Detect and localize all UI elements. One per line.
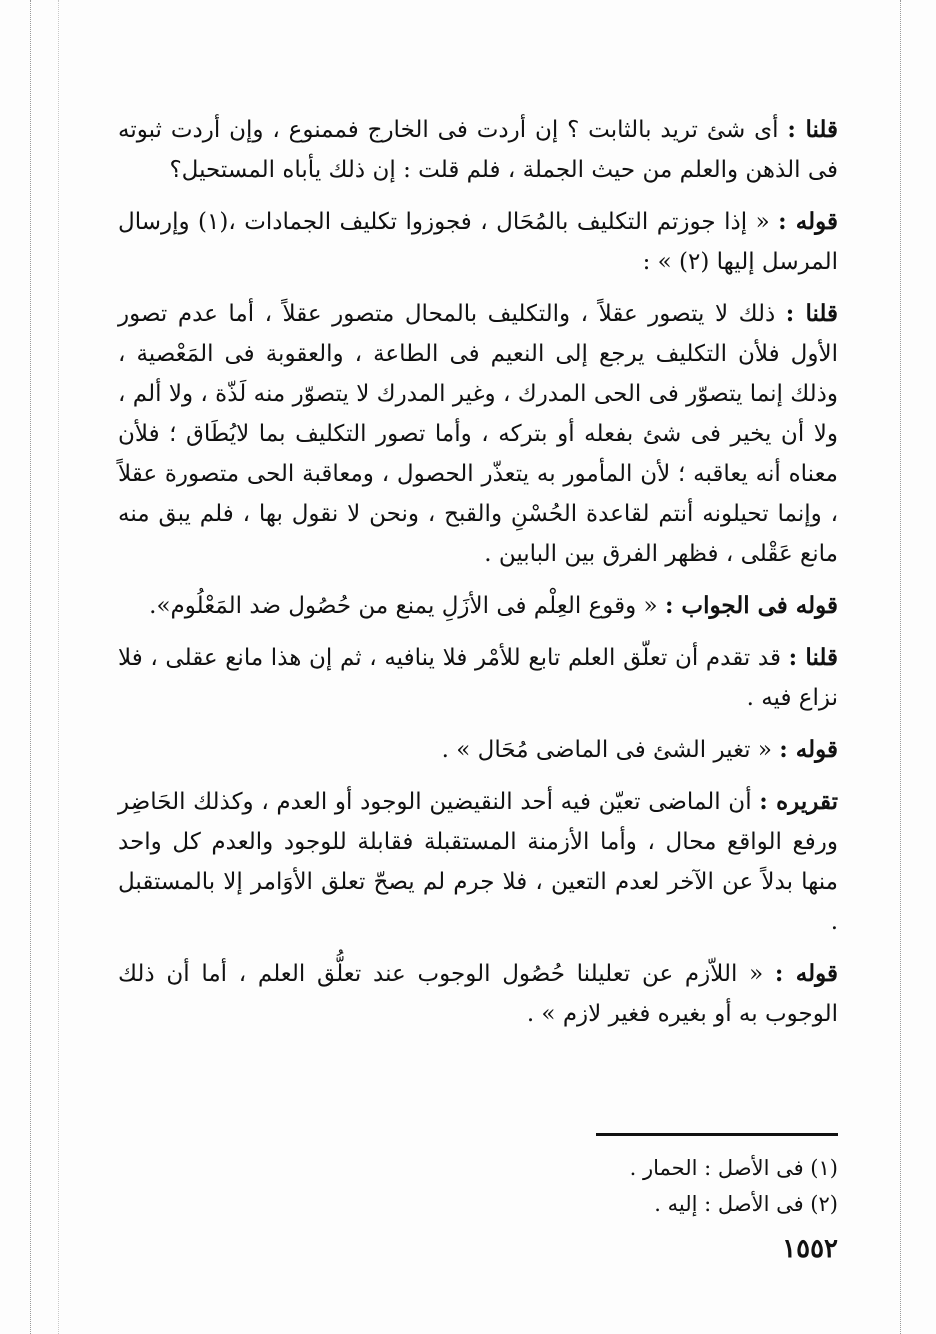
paragraph-lead: قوله : xyxy=(779,736,838,763)
paragraph-lead: قوله : xyxy=(778,208,838,235)
footnote-separator xyxy=(596,1133,838,1136)
paragraph-lead: قوله فى الجواب : xyxy=(664,592,838,619)
paragraph-lead: قوله : xyxy=(774,960,838,987)
paragraph xyxy=(118,586,838,626)
page-number: ١٥٥٢ xyxy=(782,1234,838,1264)
paragraph-text: « إذا جوزتم التكليف بالمُحَال ، فجوزوا تكليف الجمادات ،(١) وإرسال المرسل إليها (٢) » : xyxy=(118,209,838,275)
paragraph-text: « وقوع العِلْم فى الأزَلِ يمنع من حُصُول ضد المَعْلُوم». xyxy=(149,593,658,619)
main-text xyxy=(118,110,838,1046)
paragraph-lead: قلنا : xyxy=(788,644,838,671)
footnote: (٢) فى الأصل : إليه . xyxy=(654,1192,838,1216)
footnote: (١) فى الأصل : الحمار . xyxy=(629,1156,838,1180)
footnotes xyxy=(560,1150,838,1222)
scan-edge-right xyxy=(900,0,901,1334)
paragraph-text: ذلك لا يتصور عقلاً ، والتكليف بالمحال متصور عقلاً ، أما عدم تصور الأول فلأن التكليف يرجع إلى النعيم فى الطاعة ، والعقوبة فى المَعْصية ، وذلك إنما يتصوّر فى الحى المدرك ، وغير المدرك لا يتصوّر منه لَذّة ، ولا ألم ، ولا أن يخير فى شئ بفعله أو بتركه ، وأما تصور التكليف بما لايُطَاق ؛ فلأن معناه أنه يعاقبه ؛ لأن المأمور به يتعذّر الحصول ، ومعاقبة الحى متصورة عقلاً ، وإنما تحيلونه أنتم لقاعدة الحُسْنِ والقبح ، ونحن لا نقول بها ، فلم يبق منه مانع عَقْلى ، فظهر الفرق بين البابين . xyxy=(118,301,838,567)
scan-edge-left xyxy=(30,0,31,1334)
paragraph xyxy=(118,110,838,190)
paragraph-text: قد تقدم أن تعلّق العلم تابع للأمْر فلا ينافيه ، ثم إن هذا مانع عقلى ، فلا نزاع فيه . xyxy=(118,645,838,711)
paragraph-lead: قلنا : xyxy=(787,116,839,143)
paragraph xyxy=(118,294,838,574)
scan-edge-left-inner xyxy=(58,0,59,1334)
paragraph-text: أى شئ تريد بالثابت ؟ إن أردت فى الخارج فممنوع ، وإن أردت ثبوته فى الذهن والعلم من حيث الجملة ، فلم قلت : إن ذلك يأباه المستحيل؟ xyxy=(118,117,838,183)
paragraph xyxy=(118,954,838,1034)
paragraph xyxy=(118,782,838,942)
paragraph-text: « تغير الشئ فى الماضى مُحَال » . xyxy=(441,737,772,763)
paragraph-lead: قلنا : xyxy=(785,300,839,327)
paragraph xyxy=(118,730,838,770)
paragraph xyxy=(118,202,838,282)
paragraph-text: « اللاّزم عن تعليلنا حُصُول الوجوب عند تعلُّق العلم ، أما أن ذلك الوجوب به أو بغيره فغير لازم » . xyxy=(118,961,838,1027)
paragraph-lead: تقريره : xyxy=(759,788,838,815)
paragraph xyxy=(118,638,838,718)
paragraph-text: أن الماضى تعيّن فيه أحد النقيضين الوجود أو العدم ، وكذلك الحَاضِر ورفع الواقع محال ، وأما الأزمنة المستقبلة فقابلة للوجود والعدم كل واحد منها بدلاً عن الآخر لعدم التعين ، فلا جرم لم يصحّ تعلق الأوَامر إلا بالمستقبل . xyxy=(118,789,838,935)
